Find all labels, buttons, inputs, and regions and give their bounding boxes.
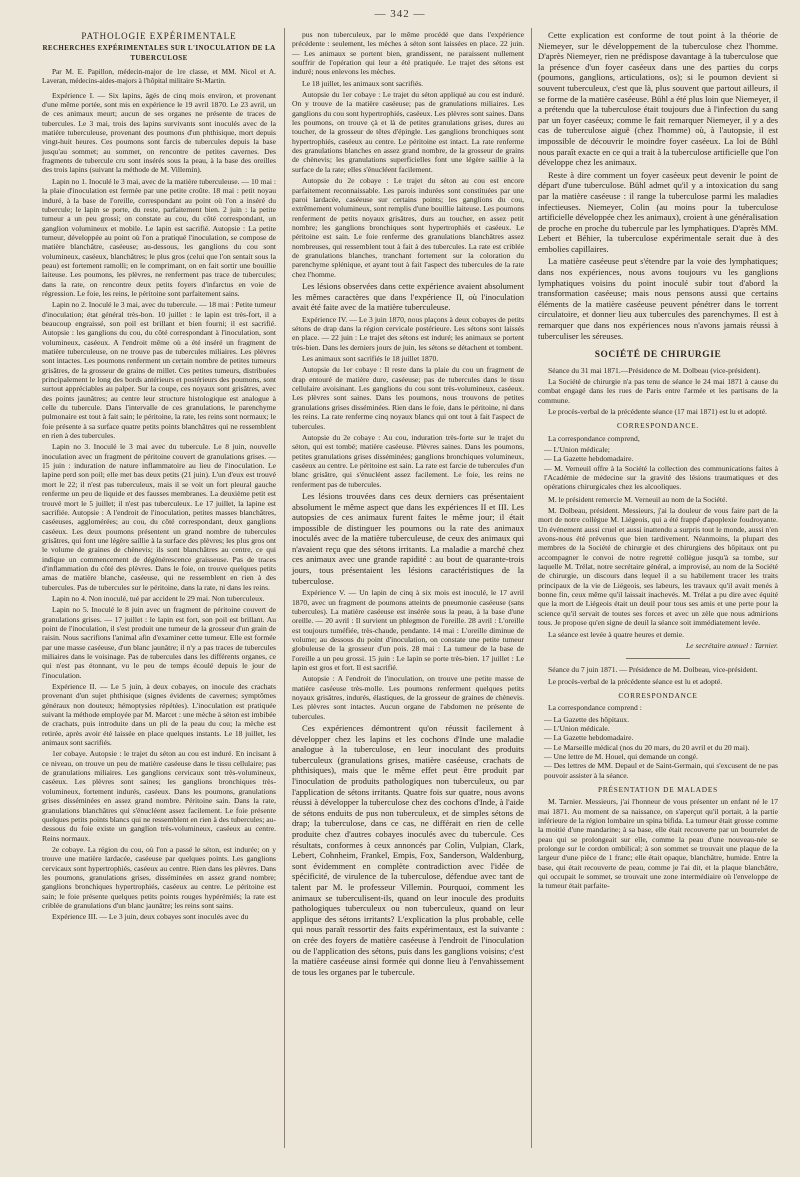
list-item: — L'Union médicale; — [544, 444, 610, 454]
paragraph: Autopsie : A l'endroit de l'inoculation, on trouve une petite masse de matière caséeuse très-molle. Les poumons renferment quelques petits noyaux grisâtres, indurés, élastiques, de la grosseur de graines de chènevis. Les plèvres sont intactes. Aucun organe de l'abdomen ne présente de tubercules. — [292, 674, 524, 721]
session-line: Le procès-verbal de la précédente séance (17 mai 1871) est lu et adopté. — [548, 406, 768, 416]
list-item: — Une lettre de M. Houel, qui demande un congé. — [544, 751, 698, 761]
paragraph: Le 18 juillet, les animaux sont sacrifiés. — [302, 78, 424, 88]
list-item: — La Gazette hebdomadaire. — [544, 733, 634, 743]
signature: Le secrétaire annuel : Tarnier. — [685, 640, 778, 650]
paragraph: Expérience V. — Un lapin de cinq à six mois est inoculé, le 17 avril 1870, avec un fragment de poumons atteints de pneumonie caséeuse (sans tubercules). La matière caséeuse est insérée sous la peau, à la base d'une oreille. — 20 avril : Il survient un phlegmon de l'oreille. 28 avril : L'oreille est toujours tuméfiée, très-chaude, pendante. 14 mai : L'oreille diminue de volume; au dessous du point d'inoculation, on constate une petite tumeur globuleuse de la grosseur d'un pois. 28 mai : La tumeur de la base de l'oreille a un peu grossi. 15 juin : Le lapin se porte très-bien. 17 juillet : Le lapin est gros et fort. Il est sacrifié. — [292, 588, 524, 672]
conclusion-paragraph: Ces expériences démontrent qu'on réussit facilement à développer chez les lapins et les cochons d'Inde une maladie analogue à la tuberculose, en leur inoculant des produits tuberculeux (granulations grises, matière caséeuse, crachats de phthisiques), mais que le même effet peut être produit par l'inoculation de produits pathologiques non tuberculeux, ou par l'application de sétons irritants. Quatre fois sur quatre, nous avons réussi à développer la tuberculose chez des cochons d'Inde, à l'aide de sétons enduits de pus non tuberculeux, et de simples sétons de drap; la tuberculose, dans ce cas, ne différait en rien de celle produite chez d'autres cobayes inoculés avec du tubercule. Ces résultats, conformes à ceux annoncés par Colin, Vulpian, Clark, Lebert, Cohnheim, Frankel, Empis, Fox, Sanderson, Waldenburg, sont évidemment en complète contradiction avec l'idée de spécificité, de virulence de la tuberculose, défendue avec tant de talent par M. le professeur Villemin. Pourquoi, comment les animaux se tuberculisent-ils, quand on leur inocule des produits pathologiques tuberculeux ou non tuberculeux, quand on leur applique des sétons irritants? L'explication la plus probable, celle qui nous paraît ressortir des faits expérimentaux, est la suivante : on crée des foyers de matière caséeuse à l'endroit de l'inoculation ou de l'application des sétons, puis dans les ganglions voisins; c'est la matière caséeuse ainsi formée qui donne lieu à l'envahissement de tous les organes par le tubercule. — [292, 723, 524, 977]
paragraph: Expérience II. — Le 5 juin, à deux cobayes, on inocule des crachats provenant d'un sujet phthisique (signes évidents de cavernes; symptômes généraux non douteux; hémoptysies répétées). L'inoculation est pratiquée suivant la méthode employée par M. Marcet : une mèche à séton est imbibée de crachats, puis introduite dans un pli de la peau du cou; la mèche est retirée, après avoir été laissée en place quelques instants. Le 18 juillet, les animaux sont sacrifiés. — [42, 682, 276, 748]
article-title: RECHERCHES EXPÉRIMENTALES SUR L'INOCULATION DE LA TUBERCULOSE — [42, 44, 276, 62]
article-byline: Par M. E. Papillon, médecin-major de 1re classe, et MM. Nicol et A. Laveran, médecins-aides-majors à l'hôpital militaire St-Martin. — [42, 67, 276, 86]
conclusion-paragraph: Les lésions trouvées dans ces deux derniers cas présentaient absolument le même aspect que dans les expériences II et III. Les autopsies de ces animaux furent faites le même jour; il était impossible de distinguer les poumons ou la rate des animaux inoculés avec de la matière tuberculeuse, de ceux des animaux qui n'avaient reçu que des sétons irritants. La maladie a marché chez ces animaux avec une grande rapidité : au bout de quarante-trois jours, tous présentaient les lésions caractéristiques de la tuberculose. — [292, 490, 524, 586]
page-number: — 342 — — [374, 8, 426, 20]
paragraph: Autopsie du 2e cobaye : Le trajet du séton au cou est encore parfaitement reconnaissable. Les parois indurées sont constituées par une paroi lardacée, caséeuse sur certains points; les ganglions du cou, extrêmement volumineux, sont remplis d'une bouillie laiteuse. Les poumons renferment de petits noyaux grisâtres, durs au toucher, en assez petit nombre; les ganglions bronchiques sont hypertrophiés et caséeux. Le péritoine est sain. Le foie renferme des granulations blanchâtres assez nombreuses, qui ressemblent tout à fait à des tubercules. La rate est criblée de granulations blanches, tranchant fortement sur la coloration du parenchyme splénique, et ayant tout à fait l'aspect des tubercules de la rate chez l'homme. — [292, 176, 524, 279]
column-left — [42, 30, 276, 924]
paragraph: Expérience I. — Six lapins, âgés de cinq mois environ, et provenant d'une même portée, sont mis en expérience le 19 avril 1870. Le 23 avril, un de ces animaux meurt; aucun de ses organes ne présente de traces de tubercules. Le 3 mai, trois des lapins survivants sont inoculés avec de la matière tuberculeuse, provenant des poumons d'un phthisique, mort depuis vingt-huit heures. Ces poumons sont farcis de tubercules depuis la base jusqu'au sommet; au sommet, on rencontre de petites cavernes. Des fragments de tubercule cru sont insérés sous la peau, à la base des oreilles des trois lapins (suivant la méthode de M. Villemin). — [42, 90, 276, 175]
paragraph: Expérience III. — Le 3 juin, deux cobayes sont inoculés avec du — [52, 912, 249, 922]
list-item: — Le Marseille médical (nos du 20 mars, du 20 avril et du 20 mai). — [544, 742, 750, 752]
paragraph: Autopsie du 1er cobaye : Il reste dans la plaie du cou un fragment de drap entouré de matière dure, caséeuse; pas de tubercules dans le tissu cellulaire avoisinant. Les ganglions du cou sont très-volumineux, caséeux. Les plèvres sont saines. Dans les poumons, nous trouvons de petites granulations grises disséminées. Rien dans le foie, dans le péritoine, ni dans les reins. La rate renferme cinq noyaux blancs qui ont tout à fait l'aspect de tubercules. — [292, 365, 524, 431]
paragraph: Lapin no 4. Non inoculé, tué par accident le 29 mai. Non tuberculeux. — [52, 593, 265, 603]
correspondence-heading: CORRESPONDANCE. — [617, 421, 699, 431]
paragraph: Autopsie du 1er cobaye : Le trajet du séton appliqué au cou est induré. On y trouve de la matière caséeuse; pas de granulations miliaires. Les ganglions du cou sont hypertrophiés, caséeux. Les plèvres sont saines. Dans les poumons, on trouve çà et là de petites granulations grises, dures au toucher, de la grosseur de têtes d'épingle. Les ganglions bronchiques sont hypertrophiés, caséeux au centre. Le péritoine est intact. La rate renferme des granulations blanches en assez grand nombre, de la grosseur de grains de chènevis; les granulations superficielles font une légère saillie à la surface de la rate; elles s'énucléent facilement. — [292, 90, 524, 174]
paragraph: Les animaux sont sacrifiés le 18 juillet 1870. — [302, 354, 439, 364]
paragraph: pus non tuberculeux, par le même procédé que dans l'expérience précédente : seulement, les mèches à séton sont laissées en place. 22 juin. — Les animaux se portent bien, grandissent, ne paraissent nullement souffrir de l'opération qui leur a été pratiquée. Le trajet des sétons est induré; nous enlevons les mèches. — [292, 30, 524, 77]
paragraph: Expérience IV. — Le 3 juin 1870, nous plaçons à deux cobayes de petits sétons de drap dans la région cervicale postérieure. Les sétons sont laissés en place. — 22 juin : Le trajet des sétons est induré; les animaux se portent très-bien. Dans les derniers jours de juin, les sétons se détachent et tombent. — [292, 314, 524, 352]
column-middle — [292, 30, 524, 979]
paragraph: 1er cobaye. Autopsie : le trajet du séton au cou est induré. En incisant à ce niveau, on trouve un peu de matière caséeuse dans le tissu cellulaire; pas de granulations miliaires. Les ganglions cervicaux sont très-volumineux, caséeux. Les plèvres sont saines; les ganglions bronchiques très-volumineux, fortement indurés, caséeux. Dans les poumons, granulations grises disséminées en assez grand nombre. Péritoine sain. Dans la rate, granulations blanchâtres qui s'énucléent assez facilement. Le foie présente quelques petits points blancs qui ne ressemblent en rien à des tubercules; au-dessous du foie existe un ganglion très-volumineux, caséeux au centre. Reins normaux. — [42, 749, 276, 843]
session-line: La Société de chirurgie n'a pas tenu de séance le 24 mai 1871 à cause du combat engagé dans les rues de Paris entre l'armée et les partisans de la commune. — [538, 376, 778, 405]
correspondence-intro: La correspondance comprend, — [548, 433, 640, 443]
divider — [626, 658, 690, 659]
paragraph: M. Tarnier. Messieurs, j'ai l'honneur de vous présenter un enfant né le 17 mai 1871. Au moment de sa naissance, on s'aperçut qu'il portait, à la partie inférieure de la région lombaire un spina bifida. La tumeur était grosse comme la moitié d'une mandarine; à sa base, elle était recouverte par un bourrelet de peau qui se prolongeait sur elle, comme la peau d'une nouveau-née se prolonge sur le cordon ombilical; à son sommet se trouvait une plaque de la largeur d'une pièce de 1 franc; elle était opaque, blanchâtre, humide. Entre la base, qui était recouverte de peau, comme je l'ai dit, et la plaque blanchâtre, qui occupait le sommet, se trouvait une zone intermédiaire où l'enveloppe de la tumeur était parfaite- — [538, 797, 778, 891]
list-item: — La Gazette des hôpitaux. — [544, 714, 629, 724]
correspondence-list — [538, 445, 778, 492]
paragraph: 2e cobaye. La région du cou, où l'on a passé le séton, est indurée; on y trouve une matière lardacée, caséeuse par quelques points. Les ganglions cervicaux sont hypertrophiés, caséeux au centre. Rien dans les plèvres. Dans les poumons, granulations grises, disséminées en assez grand nombre; ganglions bronchiques hypertrophiés, caséeux au centre. Le péritoine est sain; le foie présente quelques petits points rouges hypérémiés; la rate est criblée de granulations d'un blanc jaunâtre; les reins sont sains. — [42, 844, 276, 910]
paragraph: M. le président remercie M. Verneuil au nom de la Société. — [548, 494, 728, 504]
list-item: — L'Union médicale. — [544, 723, 610, 733]
list-item: — M. Verneuil offre à la Société la collection des communications faites à l'Académie de médecine sur la gravité des lésions traumatiques et des opérations chirurgicales chez les alcooliques. — [544, 463, 778, 492]
correspondence-list — [538, 715, 778, 780]
paragraph: Cette explication est conforme de tout point à la théorie de Niemeyer, sur le développement de la tuberculose chez l'homme. D'après Niemeyer, rien ne prédispose davantage à la tuberculose que la présence d'un foyer caséeux dans une des parties du corps (poumons, ganglions, articulations, os); si le poumon devient si souvent tuberculeux, c'est que là, plus souvent que partout ailleurs, il se forme de la matière caséeuse. Bühl a été plus loin que Niemeyer, il a prétendu que la tuberculose était toujours due à l'infection du sang par un foyer caséeux; comme le fait remarquer Niemeyer, il y a des cas de tuberculose aiguë (chez l'homme) où, à l'autopsie, il est impossible de découvrir le moindre foyer caséeux. La loi de Bühl nous paraît exacte en ce qui a trait à la tuberculose artificielle que l'on développe chez les animaux. — [538, 30, 778, 168]
paragraph: Lapin no 3. Inoculé le 3 mai avec du tubercule. Le 8 juin, nouvelle inoculation avec un fragment de péritoine couvert de granulations grises. — 15 juin : induration de nature inflammatoire au lieu de l'inoculation. Le lapine perd son poil; elle met bas deux petits (21 juin). L'un d'eux est trouvé mort le 22; il n'est pas tuberculeux, mais il se voit un fort pleural gauche renferme un peu de liquide et des fausses membranes. La deuxième petit est trouvé mort le 5 juillet; il n'est pas tuberculeux. Le 17 juillet, la lapine est sacrifiée. Autopsie : A l'endroit de l'inoculation, petites masses blanchâtres, caséeuses, agglomérées; au cou, du côté correspondant, deux ganglions caséeux. Les deux poumons présentent un grand nombre de tubercules grisâtres, qui font une légère saillie à la surface des plèvres; les plus gros ont le volume de graines de chènevis; ils sont blanchâtres au centre, ce qui indique un commencement de dégénérescence graisseuse. Pas de traces d'inflammation du côté des plèvres. Dans le foie, on trouve quelques petits amas de matière blanche, caséeuse, qui ne ressemblent en rien à des tubercules. Pas de tubercules sur le péritoine, dans la rate, ni dans les reins. — [42, 442, 276, 592]
conclusion-paragraph: Les lésions observées dans cette expérience avaient absolument les mêmes caractères que dans l'expérience II, où l'inoculation avait été faite avec de la matière tuberculeuse. — [292, 280, 524, 313]
session-line: Séance du 31 mai 1871.—Présidence de M. Dolbeau (vice-président). — [548, 365, 761, 375]
paragraph: M. Dolbeau, président. Messieurs, j'ai la douleur de vous faire part de la mort de notre collègue M. Liégeois, qui a été frappé d'apoplexie foudroyante. Un événement aussi cruel et aussi inattendu a surpris tout le monde, aussi n'en avons-nous été prévenus que bien tardivement. Néanmoins, la plupart des membres de la Société de chirurgie et des chirurgiens des hôpitaux ont pu accompagner le convoi de notre regretté collègue jusqu'à sa tombe, sur laquelle M. Trélat, notre secrétaire général, a improvisé, au nom de la Société de chirurgie, un discours dans lequel il a su habilement tracer les traits principaux de la vie de Liégeois, ses labeurs, les travaux qu'il avait menés à bonne fin, ceux même qu'il laissait inachevés. M. Trélat a pu dire avec équité que la mort de Liégeois était un deuil pour tous ses amis et une perte pour la science qu'il servait de toutes ses forces et avec un zèle que nous admirions tous. Je propose qu'en signe de deuil la séance soit immédiatement levée. — [538, 506, 778, 628]
column-divider — [531, 28, 532, 1148]
paragraph: Lapin no 2. Inoculé le 3 mai, avec du tubercule. — 18 mai : Petite tumeur d'inoculation; état général très-bon. 10 juillet : le lapin est très-fort, il a beaucoup engraissé, son poil est brillant et bien fourni; il est sacrifié. Autopsie : les ganglions du cou, du côté correspondant à l'inoculation, sont volumineux, caséeux. A l'endroit même où a été inséré un fragment de matière tuberculeuse, on ne trouve pas de tubercules miliaires. Les plèvres sont intactes. Les poumons renferment un certain nombre de petites tumeurs grisâtres, de la grosseur de grains de millet. Ces petites tumeurs, distribuées principalement le long des bords antérieurs et postérieurs des poumons, sont surtout appréciables au palper. Sur la coupe, ces noyaux sont grisâtres, avec des points jaunâtres; au centre leur structure histologique est analogue à celle du tubercule. Dans l'intervalle de ces granulations, le parenchyme pulmonaire est tout à fait sain; le péritoine, la rate, les reins sont normaux; le foie présente à sa surface quatre petits points blanchâtres qui ne ressemblent en rien à des tubercules. — [42, 300, 276, 441]
paragraph: Lapin no 1. Inoculé le 3 mai, avec de la matière tuberculeuse. — 10 mai : la plaie d'inoculation est fermée par une petite croûte. 18 mai : petit noyau induré, à la base de l'oreille, correspondant au point où l'on a inséré du tubercule; le lapin se porte, du reste, parfaitement bien. 2 juin : la petite tumeur a un peu grossi; on constate au cou, du côté correspondant, un ganglion volumineux et mobile. Le lapin est sacrifié. Autopsie : La petite tumeur, développée au point où l'on a pratiqué l'inoculation, se compose de matière blanchâtre, caséeuse; au-dessous, les ganglions du cou sont volumineux, caséeux, blanchâtres; le plus gros (celui que l'on sentait sous la peau) est fortement ramolli; en le comprimant, on en fait sortir une bouillie laiteuse. Les poumons, les plèvres, ne renferment pas trace de tubercules; dans la rate, on rencontre deux petits foyers d'infarctus en voie de régression. Le foie, les reins, le péritoine sont parfaitement sains. — [42, 176, 276, 298]
list-item: — La Gazette hebdomadaire. — [544, 454, 634, 464]
column-divider — [284, 28, 285, 1148]
correspondence-intro: La correspondance comprend : — [548, 703, 642, 713]
section-heading-pathologie: PATHOLOGIE EXPÉRIMENTALE — [81, 31, 237, 41]
paragraph: Reste à dire comment un foyer caséeux peut devenir le point de départ d'une tuberculose. Bühl admet qu'il y a intoxication du sang par la matière caséeuse : il range la tuberculose parmi les maladies infectieuses. Niemeyer, Colin (au moins pour la tuberculose artificielle développée chez les animaux), croient à une généralisation de proche en proche du tubercule par les lymphatiques. D'après MM. Lebert et Béhier, la tuberculose expérimentale serait due à des embolies capillaires. — [538, 169, 778, 254]
list-item: — Des lettres de MM. Depaul et de Saint-Germain, qui s'excusent de ne pas pouvoir assister à la séance. — [544, 761, 778, 780]
section-heading-societe: SOCIÉTÉ DE CHIRURGIE — [594, 350, 722, 361]
paragraph: Autopsie du 2e cobaye : Au cou, induration très-forte sur le trajet du séton, qui est tombé; matière caséeuse. Plèvres saines. Dans les poumons, petites granulations grises disséminées; ganglions bronchiques volumineux, caséeux au centre. Le péritoine est sain. La rate est farcie de tubercules d'un blanc grisâtre, qui s'énucléent assez facilement. Le foie, les reins ne renferment pas de tubercules. — [292, 432, 524, 489]
session-line: Séance du 7 juin 1871. — Présidence de M. Dolbeau, vice-président. — [548, 665, 758, 675]
paragraph: La séance est levée à quatre heures et demie. — [548, 629, 684, 639]
correspondence-heading: CORRESPONDANCE — [618, 690, 698, 700]
session-line: Le procès-verbal de la précédente séance est lu et adopté. — [548, 676, 723, 686]
presentation-heading: PRÉSENTATION DE MALADES — [598, 784, 718, 794]
column-right — [538, 30, 778, 893]
paragraph: Lapin no 5. Inoculé le 8 juin avec un fragment de péritoine couvert de granulations grises. — 17 juillet : le lapin est fort, son poil est brillant. Au point de l'inoculation, il s'est produit une tumeur de la grosseur d'un grain de raisin. Nous sacrifions l'animal afin d'examiner cette tumeur. Elle est formée par une masse caséeuse, d'un blanc jaunâtre; il n'y a pas traces de tubercules miliaires dans le voisinage. Pas de tubercules dans les différents organes, ce qui n'est pas étonnant, vu le peu de temps écoulé depuis le jour de l'inoculation. — [42, 605, 276, 680]
paragraph: La matière caséeuse peut s'étendre par la voie des lymphatiques; dans nos expériences, nous avons toujours vu les ganglions lymphatiques voisins du point inoculé subir tout d'abord la transformation caséeuse; mais nous pensons aussi que certains éléments de la matière caséeuse peuvent pénétrer dans le torrent circulatoire, et donner lieu aux tubercules des parenchymes. Il est à remarquer que dans nos expériences nous n'avons jamais réussi à tuberculiser les séreuses. — [538, 256, 778, 341]
